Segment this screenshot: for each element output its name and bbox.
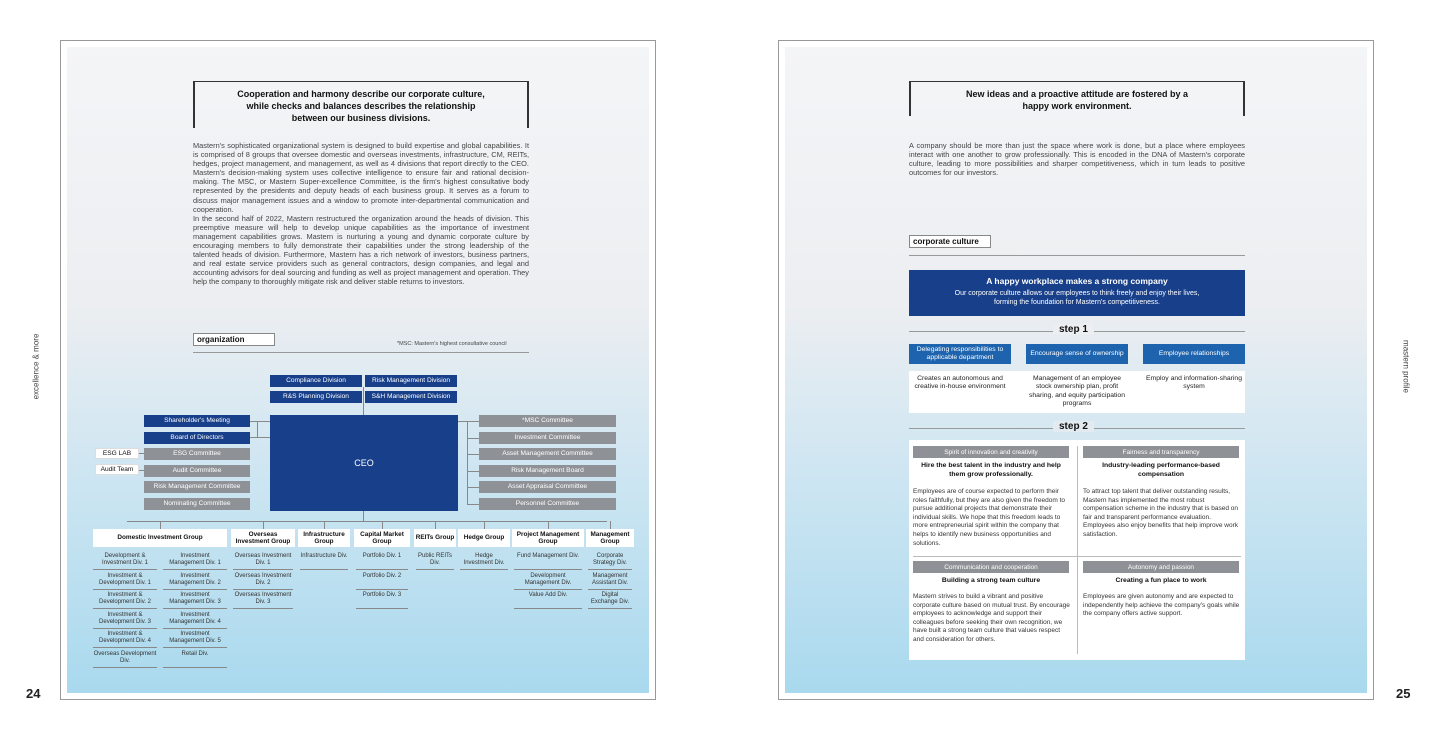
committee-box: Personnel Committee: [479, 498, 616, 510]
division-item: Retail Div.: [163, 651, 227, 668]
division-item: Development & Investment Div. 1: [93, 553, 157, 570]
side-label-right: mastern profile: [1401, 340, 1411, 393]
division-item: Overseas Investment Div. 2: [233, 573, 293, 590]
governance-box: Nominating Committee: [144, 498, 250, 510]
top-division-box: Risk Management Division: [365, 375, 457, 387]
side-tag: ESG LAB: [95, 448, 139, 459]
org-chart: [67, 47, 649, 693]
top-division-box: S&H Management Division: [365, 391, 457, 403]
org-connector: [139, 470, 144, 471]
org-connector: [127, 521, 607, 522]
right-quote-line-2: happy work environment.: [1022, 101, 1132, 111]
step2-head: Spirit of innovation and creativity: [913, 446, 1069, 458]
committee-box: Asset Appraisal Committee: [479, 481, 616, 493]
group-header: Project Management Group: [512, 529, 584, 547]
org-connector: [548, 521, 549, 529]
org-connector: [467, 487, 479, 488]
org-connector: [467, 504, 479, 505]
step1-divider: [1011, 371, 1026, 413]
step2-title: Creating a fun place to work: [1115, 577, 1207, 584]
step2-divider: [913, 556, 1241, 557]
org-connector: [257, 421, 258, 437]
right-page-content: [785, 47, 1367, 693]
step1-head: Delegating responsibilities to applicable department: [909, 344, 1011, 364]
step2-title: Building a strong team culture: [941, 577, 1041, 584]
org-connector: [467, 454, 479, 455]
group-header: REITs Group: [414, 529, 456, 547]
step1-head: Employee relationships: [1143, 344, 1245, 364]
division-item: Portfolio Div. 1: [356, 553, 408, 570]
org-connector: [467, 471, 479, 472]
org-connector: [324, 521, 325, 529]
left-quote-line-1: Cooperation and harmony describe our corporate culture,: [237, 89, 485, 99]
side-tag: Audit Team: [95, 464, 139, 475]
division-item: Value Add Div.: [514, 592, 582, 609]
division-item: Portfolio Div. 2: [356, 573, 408, 590]
culture-banner: [909, 270, 1245, 316]
governance-box: Shareholder's Meeting: [144, 415, 250, 427]
group-header: Overseas Investment Group: [231, 529, 295, 547]
division-item: Investment Management Div. 3: [163, 592, 227, 609]
step2-head: Autonomy and passion: [1083, 561, 1239, 573]
org-connector: [363, 511, 364, 521]
left-paragraph-2: In the second half of 2022, Mastern restructured the organization around the heads of division. This preemptive measure will help to develop unique capabilities as the importance of investment management capabilities grows. Mastern is nurturing a young and dynamic corporate culture by encouraging members to fully demonstrate their capabilities under the strong leadership of the talented heads of division. Furthermore, Mastern has a rich network of investors, business partners, and real estate service providers such as general contractors, design companies, and legal and accounting advisors for deal sourcing and funding as well as project management and operation. They help the company to thoroughly mitigate risk and deliver stable returns to investors.: [193, 213, 529, 287]
division-item: Overseas Investment Div. 3: [233, 592, 293, 609]
step2-title: Hire the best talent in the industry and help them grow professionally.: [921, 462, 1061, 478]
banner-subtitle-1: Our corporate culture allows our employees to think freely and enjoy their lives,: [954, 290, 1200, 297]
committee-box: Investment Committee: [479, 432, 616, 444]
division-item: Overseas Development Div.: [93, 651, 157, 668]
step2-head: Fairness and transparency: [1083, 446, 1239, 458]
division-item: Investment Management Div. 2: [163, 573, 227, 590]
step2-head: Communication and cooperation: [913, 561, 1069, 573]
msc-note: *MSC: Mastern's highest consultative council: [397, 341, 507, 347]
division-item: Hedge Investment Div.: [460, 553, 508, 570]
group-header: Hedge Group: [458, 529, 510, 547]
organization-tag: organization: [193, 333, 275, 346]
org-connector: [435, 521, 436, 529]
governance-box: Audit Committee: [144, 465, 250, 477]
step1-desc: Employ and information-sharing system: [1143, 371, 1245, 413]
org-connector: [610, 521, 611, 529]
division-item: Investment Management Div. 5: [163, 631, 227, 648]
top-division-box: Compliance Division: [270, 375, 362, 387]
committee-box: Risk Management Board: [479, 465, 616, 477]
left-page-content: [67, 47, 649, 693]
page-number-left: 24: [26, 686, 41, 701]
division-item: Investment & Development Div. 2: [93, 592, 157, 609]
group-header: Management Group: [586, 529, 634, 547]
division-item: Investment Management Div. 1: [163, 553, 227, 570]
org-connector: [363, 387, 364, 415]
division-item: Investment Management Div. 4: [163, 612, 227, 629]
side-label-left: excellence & more: [31, 333, 41, 400]
step2-title: Industry-leading performance-based compensation: [1102, 462, 1220, 478]
org-connector: [263, 521, 264, 529]
division-item: Investment & Development Div. 4: [93, 631, 157, 648]
org-connector: [467, 421, 468, 504]
step2-text: To attract top talent that deliver outstanding results, Mastern has implemented the most robust compensation scheme in the industry that is based on fair and transparent performance evaluation. Employees also enjoy benefits that help improve work satisfaction.: [1083, 488, 1239, 538]
step1-divider: [1128, 371, 1143, 413]
group-header: Capital Market Group: [354, 529, 410, 547]
step2-text: Mastern strives to build a vibrant and positive corporate culture based on mutual trust. By encourage employees to acknowledge and support their colleagues before seeking their own recognition, we have built a strong team culture that values respect and consideration for others.: [913, 593, 1070, 643]
division-item: Overseas Investment Div. 1: [233, 553, 293, 570]
step2-text: Employees are of course expected to perform their roles faithfully, but they are also given the freedom to pursue additional projects that demonstrate their individual skills. We hope that this freedom leads to more entrepreneurial spirit within the company that helps to identify new business opportunities and solutions.: [913, 488, 1065, 547]
banner-title: A happy workplace makes a strong company: [986, 276, 1168, 286]
left-quote-line-2: while checks and balances describes the relationship: [246, 101, 476, 111]
governance-box: Risk Management Committee: [144, 481, 250, 493]
left-paragraph-1: Mastern's sophisticated organizational system is designed to build expertise and global capabilities. It is comprised of 8 groups that oversee domestic and overseas investments, infrastructure, CM, REITs, hedges, project management, and management, as well as 4 divisions that report directly to the CEO. Mastern's decision-making system uses collective intelligence to ensure fair and rational decision-making. The MSC, or Mastern Super-excellence Committee, is the firm's highest consultative body represented by the presidents and deputy heads of each business group. It serves as a forum to discuss major management issues and a window to promote inter-departmental communication and cooperation.: [193, 141, 529, 214]
step1-desc: Management of an employee stock ownership plan, profit sharing, and equity participation programs: [1026, 371, 1128, 413]
division-item: Investment & Development Div. 1: [93, 573, 157, 590]
committee-box: Asset Management Committee: [479, 448, 616, 460]
ceo-box: CEO: [270, 415, 458, 511]
step1-label: step 1: [1053, 324, 1094, 335]
right-body-text: [909, 141, 1245, 177]
page-number-right: 25: [1396, 686, 1411, 701]
group-header: Domestic Investment Group: [93, 529, 227, 547]
step2-label: step 2: [1053, 421, 1094, 432]
top-division-box: R&S Planning Division: [270, 391, 362, 403]
org-connector: [250, 421, 270, 422]
step1-desc: Creates an autonomous and creative in-house environment: [909, 371, 1011, 413]
group-header: Infrastructure Group: [298, 529, 350, 547]
org-connector: [484, 521, 485, 529]
division-item: Development Management Div.: [514, 573, 582, 590]
division-item: Investment & Development Div. 3: [93, 612, 157, 629]
division-item: Management Assistant Div.: [588, 573, 632, 590]
corporate-culture-tag: corporate culture: [909, 235, 991, 248]
right-quote-line-1: New ideas and a proactive attitude are fostered by a: [965, 89, 1189, 99]
division-item: Infrastructure Div.: [300, 553, 348, 570]
step2-text: Employees are given autonomy and are expected to independently help achieve the company's goals while the company offers active support.: [1083, 593, 1240, 618]
org-connector: [139, 453, 144, 454]
division-item: Corporate Strategy Div.: [588, 553, 632, 570]
step2-divider: [1077, 446, 1078, 654]
org-connector: [458, 421, 479, 422]
right-paragraph: A company should be more than just the space where work is done, but a place where employees interact with one another to grow professionally. This is encoded in the DNA of Mastern's corporate culture, leading to more possibilities and sharper competitiveness, which in turn leads to positive outcomes for our investors.: [909, 141, 1245, 178]
right-quote: [909, 81, 1245, 116]
right-page: [778, 40, 1374, 700]
division-item: Portfolio Div. 3: [356, 592, 408, 609]
committee-box: *MSC Committee: [479, 415, 616, 427]
left-page: [60, 40, 656, 700]
division-item: Fund Management Div.: [514, 553, 582, 570]
org-connector: [250, 437, 270, 438]
division-item: Digital Exchange Div.: [588, 592, 632, 609]
division-item: Public REITs Div.: [416, 553, 454, 570]
governance-box: Board of Directors: [144, 432, 250, 444]
governance-box: ESG Committee: [144, 448, 250, 460]
step1-head: Encourage sense of ownership: [1026, 344, 1128, 364]
org-connector: [160, 521, 161, 529]
culture-rule: [909, 255, 1245, 256]
org-connector: [467, 438, 479, 439]
left-quote-line-3: between our business divisions.: [291, 113, 431, 123]
banner-subtitle-2: forming the foundation for Mastern's competitiveness.: [994, 299, 1160, 306]
org-connector: [382, 521, 383, 529]
